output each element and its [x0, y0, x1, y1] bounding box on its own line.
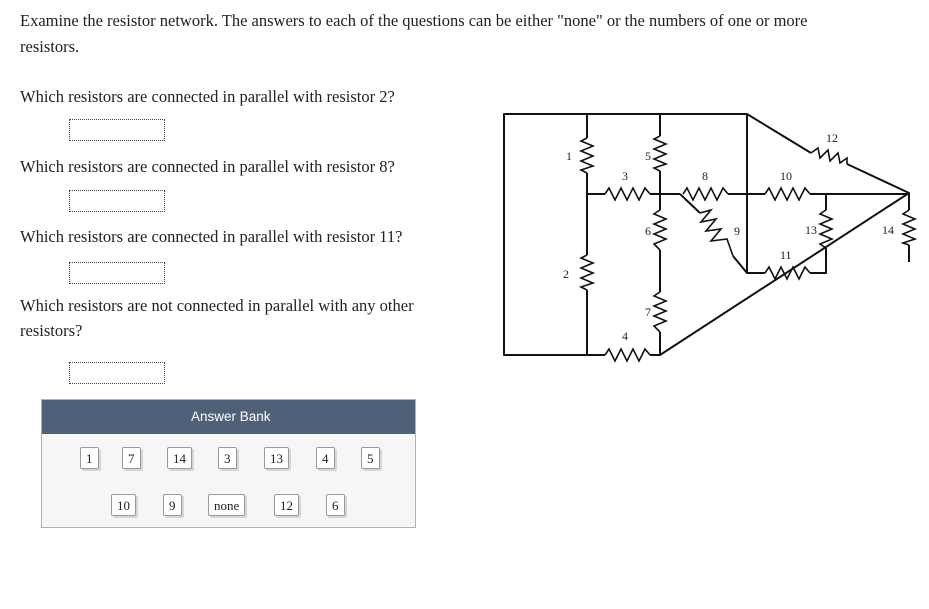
answer-chip-1[interactable]: 1 — [80, 447, 99, 469]
question-3: Which resistors are connected in parallel with resistor 11? — [20, 227, 403, 246]
resistor-label-5: 5 — [645, 149, 651, 163]
resistor-label-1: 1 — [566, 149, 572, 163]
resistor-label-2: 2 — [563, 267, 569, 281]
resistor-label-6: 6 — [645, 224, 651, 238]
resistor-14 — [903, 210, 915, 245]
resistor-4 — [605, 349, 650, 361]
answer-chip-14[interactable]: 14 — [167, 447, 192, 469]
answer-chip-none[interactable]: none — [208, 494, 245, 516]
wire-left-frame — [504, 114, 747, 355]
resistor-6 — [654, 210, 666, 250]
answer-chip-6[interactable]: 6 — [326, 494, 345, 516]
answer-chip-7[interactable]: 7 — [122, 447, 141, 469]
resistor-label-9: 9 — [734, 224, 740, 238]
resistor-label-8: 8 — [702, 169, 708, 183]
question-4: Which resistors are not connected in parallel with any other resistors? — [20, 296, 414, 340]
question-2: Which resistors are connected in parallel with resistor 8? — [20, 157, 395, 176]
resistor-12 — [811, 148, 847, 164]
resistor-label-10: 10 — [780, 169, 792, 183]
resistor-label-11: 11 — [780, 248, 792, 262]
resistor-1 — [581, 138, 593, 173]
question-1: Which resistors are connected in parallel with resistor 2? — [20, 87, 395, 106]
answer-chip-10[interactable]: 10 — [111, 494, 136, 516]
resistor-5 — [654, 136, 666, 171]
answer-chip-4[interactable]: 4 — [316, 447, 335, 469]
resistor-8 — [683, 188, 728, 200]
answer-chip-12[interactable]: 12 — [274, 494, 299, 516]
resistor-label-3: 3 — [622, 169, 628, 183]
resistor-13 — [820, 210, 832, 248]
answer-chip-5[interactable]: 5 — [361, 447, 380, 469]
resistor-label-13: 13 — [805, 223, 817, 237]
instructions: Examine the resistor network. The answers to each of the questions can be either "none" or the numbers of one or more resistors. — [20, 11, 808, 56]
resistor-7 — [654, 292, 666, 332]
resistor-2 — [581, 255, 593, 290]
resistor-9 — [700, 210, 733, 256]
answer-bank-title: Answer Bank — [42, 400, 415, 434]
resistor-label-7: 7 — [645, 305, 651, 319]
answer-chip-9[interactable]: 9 — [163, 494, 182, 516]
resistor-label-4: 4 — [622, 329, 628, 343]
answer-chip-3[interactable]: 3 — [218, 447, 237, 469]
resistor-label-14: 14 — [882, 223, 894, 237]
resistor-10 — [765, 188, 810, 200]
resistor-label-12: 12 — [826, 131, 838, 145]
resistor-3 — [605, 188, 650, 200]
answer-chip-13[interactable]: 13 — [264, 447, 289, 469]
